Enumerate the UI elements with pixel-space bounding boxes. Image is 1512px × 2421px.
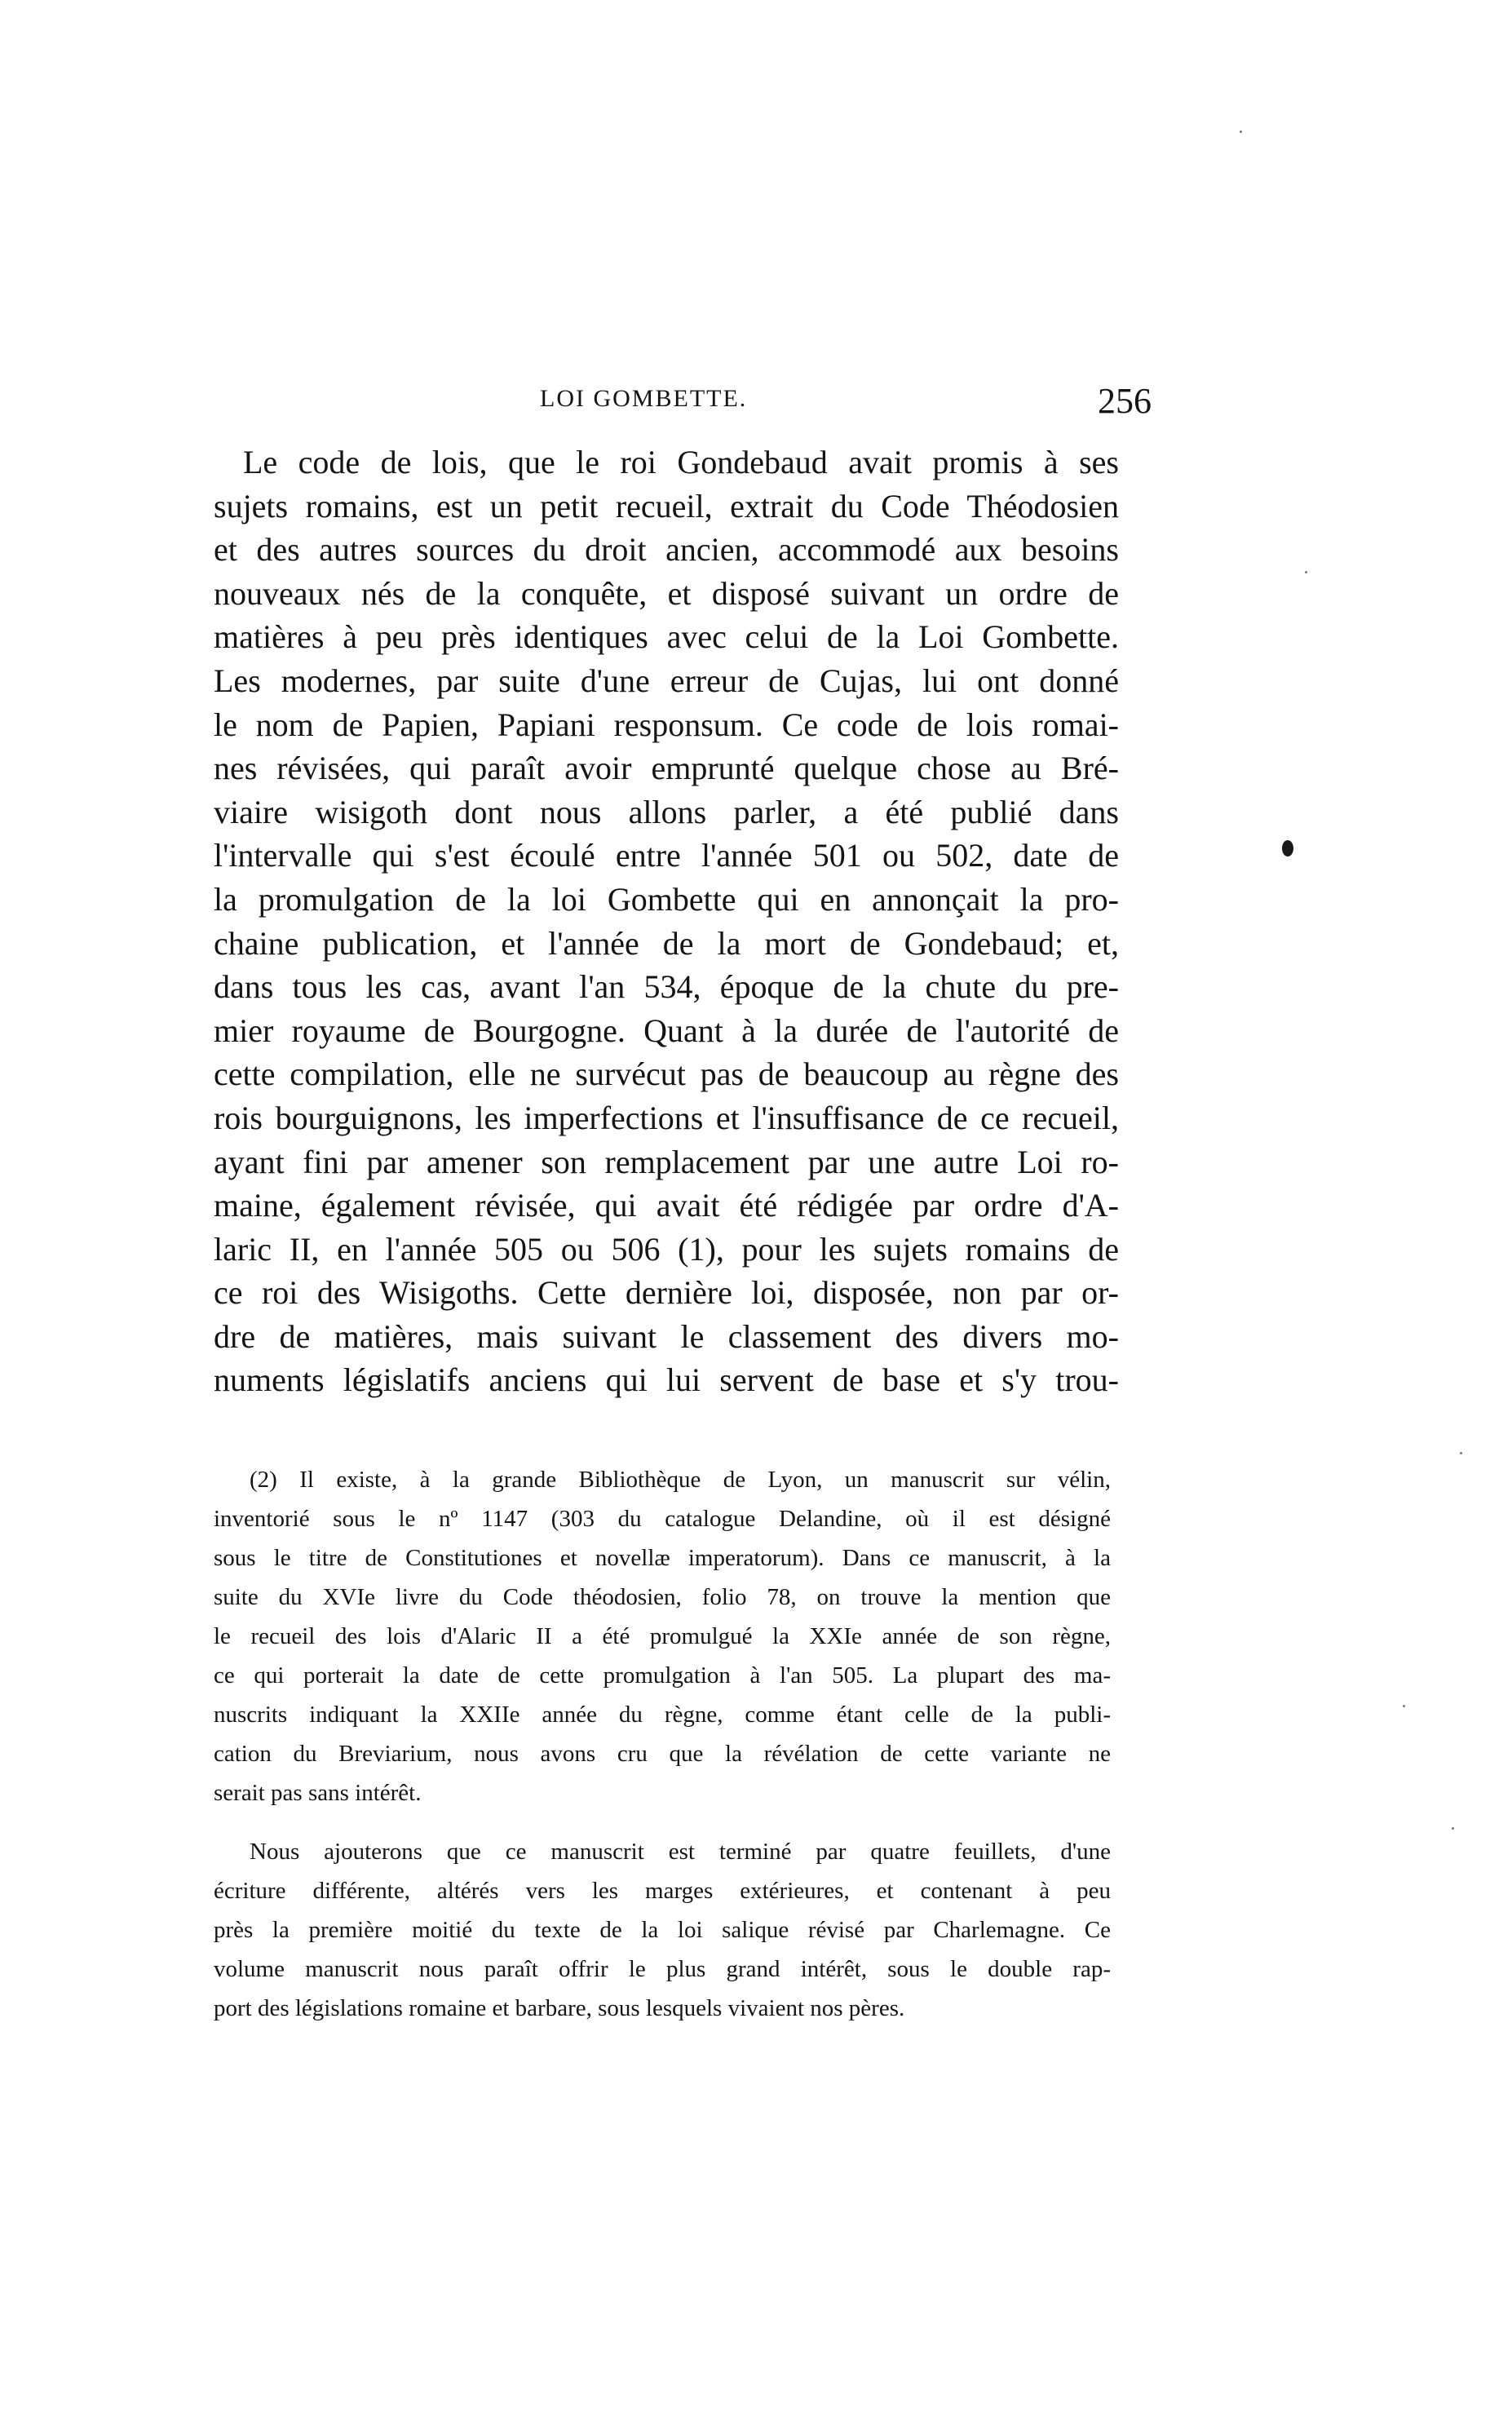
- text-line: sujets romains, est un petit recueil, extrait du Code Théodosien: [214, 487, 1119, 524]
- text-line: matières à peu près identiques avec celui de la Loi Gombette.: [214, 618, 1119, 656]
- paper-speck: [1460, 1452, 1462, 1454]
- text-line: ce roi des Wisigoths. Cette dernière loi, disposée, non par or-: [214, 1274, 1119, 1312]
- text-line: ayant fini par amener son remplacement par une autre Loi ro-: [214, 1143, 1119, 1180]
- paper-speck: [1305, 571, 1307, 573]
- paper-speck: [1240, 131, 1242, 133]
- text-line: dre de matières, mais suivant le classement des divers mo-: [214, 1317, 1119, 1355]
- footnote-continuation: [214, 1832, 1111, 2028]
- footnote-line: sous le titre de Constitutiones et novellæ imperatorum). Dans ce manuscrit, à la: [214, 1545, 1111, 1571]
- footnotes: [214, 1460, 1111, 2028]
- running-head-title: LOI GOMBETTE.: [540, 385, 748, 412]
- text-line: numents législatifs anciens qui lui servent de base et s'y trou-: [214, 1361, 1119, 1399]
- text-line: cette compilation, elle ne survécut pas de beaucoup au règne des: [214, 1056, 1119, 1093]
- text-line: la promulgation de la loi Gombette qui en annonçait la pro-: [214, 880, 1119, 918]
- text-line: laric II, en l'année 505 ou 506 (1), pour les sujets romains de: [214, 1230, 1119, 1268]
- text-line: Les modernes, par suite d'une erreur de Cujas, lui ont donné: [214, 662, 1119, 699]
- text-line: viaire wisigoth dont nous allons parler, a été publié dans: [214, 793, 1119, 830]
- footnote-line: suite du XVIe livre du Code théodosien, folio 78, on trouve la mention que: [214, 1584, 1111, 1610]
- main-text: [214, 440, 1119, 1402]
- text-line: nouveaux nés de la conquête, et disposé suivant un ordre de: [214, 574, 1119, 612]
- text-line: chaine publication, et l'année de la mort de Gondebaud; et,: [214, 924, 1119, 962]
- footnote-line: inventorié sous le nº 1147 (303 du catalogue Delandine, où il est désigné: [214, 1506, 1111, 1532]
- page-number: 256: [1098, 381, 1152, 421]
- text-line: maine, également révisée, qui avait été rédigée par ordre d'A-: [214, 1187, 1119, 1224]
- footnote-line: (2) Il existe, à la grande Bibliothèque de Lyon, un manuscrit sur vélin,: [250, 1467, 1111, 1493]
- text-line: et des autres sources du droit ancien, accommodé aux besoins: [214, 531, 1119, 569]
- text-line: dans tous les cas, avant l'an 534, époque de la chute du pre-: [214, 968, 1119, 1006]
- footnote-1: [214, 1460, 1111, 1812]
- paper-speck: [1452, 1827, 1454, 1830]
- footnote-line: ce qui porterait la date de cette promulgation à l'an 505. La plupart des ma-: [214, 1662, 1111, 1689]
- footnote-line: port des législations romaine et barbare, sous lesquels vivaient nos pères.: [214, 1995, 905, 2021]
- footnote-line: cation du Breviarium, nous avons cru que la révélation de cette variante ne: [214, 1741, 1111, 1767]
- text-line: mier royaume de Bourgogne. Quant à la durée de l'autorité de: [214, 1011, 1119, 1049]
- ink-blot: [1282, 840, 1293, 856]
- paper-speck: [1403, 1705, 1405, 1707]
- footnote-line: Nous ajouterons que ce manuscrit est terminé par quatre feuillets, d'une: [250, 1839, 1111, 1865]
- running-head: [214, 381, 1152, 434]
- text-line: le nom de Papien, Papiani responsum. Ce code de lois romai-: [214, 706, 1119, 743]
- footnote-gap: [214, 1812, 1111, 1832]
- footnote-line: le recueil des lois d'Alaric II a été promulgué la XXIe année de son règne,: [214, 1623, 1111, 1649]
- text-line: nes révisées, qui paraît avoir emprunté quelque chose au Bré-: [214, 750, 1119, 787]
- footnote-line: nuscrits indiquant la XXIIe année du règne, comme étant celle de la publi-: [214, 1702, 1111, 1728]
- footnote-line: serait pas sans intérêt.: [214, 1780, 422, 1806]
- text-line: Le code de lois, que le roi Gondebaud avait promis à ses: [243, 444, 1119, 480]
- footnote-line: écriture différente, altérés vers les marges extérieures, et contenant à peu: [214, 1878, 1111, 1904]
- text-line: rois bourguignons, les imperfections et l'insuffisance de ce recueil,: [214, 1099, 1119, 1136]
- footnote-line: près la première moitié du texte de la loi salique révisé par Charlemagne. Ce: [214, 1917, 1111, 1943]
- footnote-line: volume manuscrit nous paraît offrir le plus grand intérêt, sous le double rap-: [214, 1956, 1111, 1982]
- text-line: l'intervalle qui s'est écoulé entre l'année 501 ou 502, date de: [214, 837, 1119, 874]
